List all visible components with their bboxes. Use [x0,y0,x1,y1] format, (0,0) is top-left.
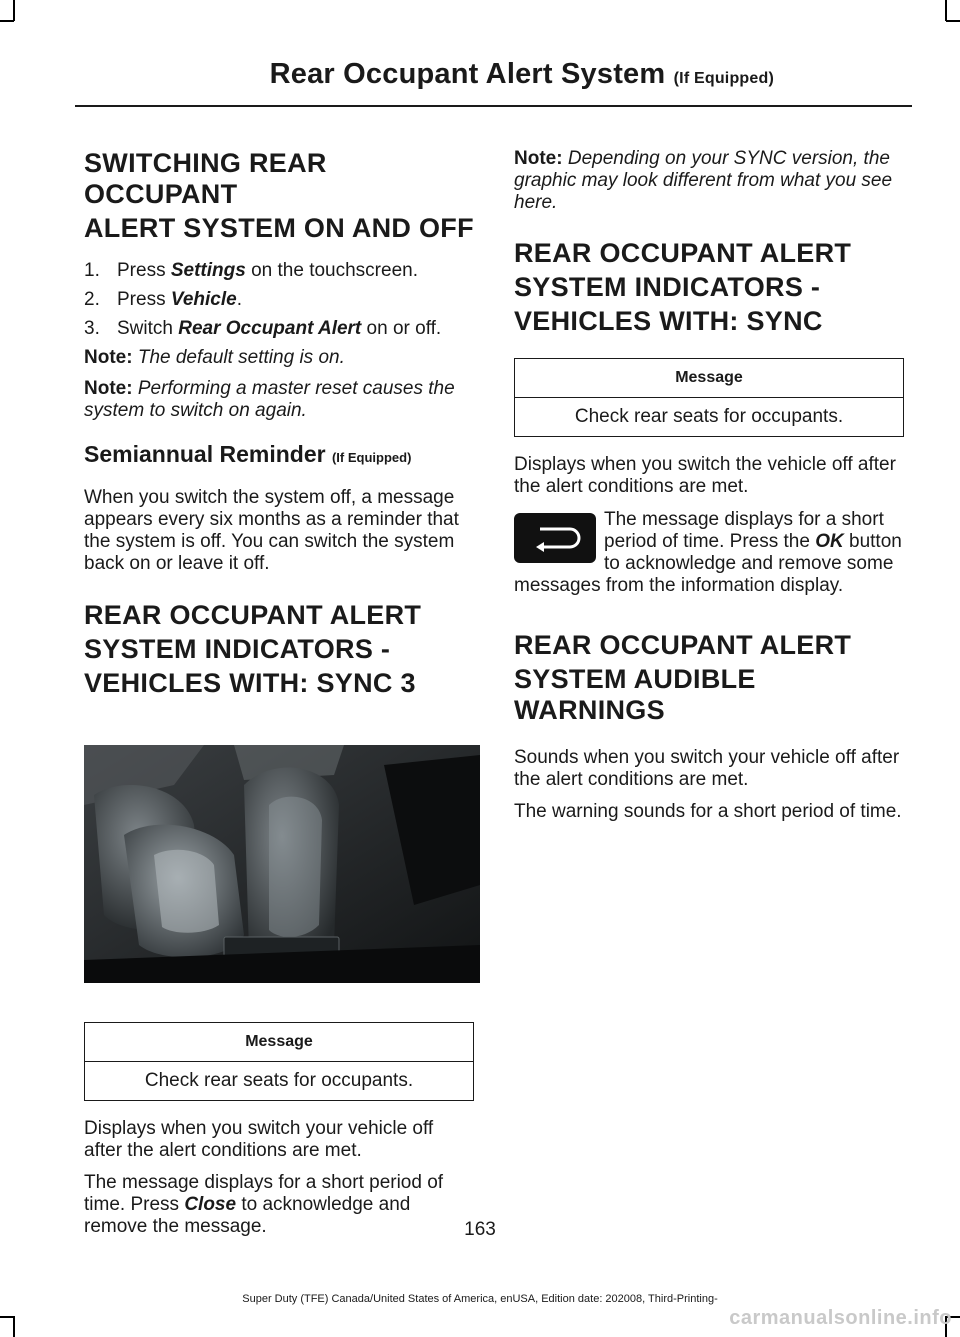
close-button-label: Close [184,1194,237,1215]
footer-edition-info: Super Duty (TFE) Canada/United States of America, enUSA, Edition date: 202008, Third-Printing- [242,1293,718,1305]
note-text: The default setting is on. [132,347,345,368]
step-text [117,318,441,340]
step-item [84,289,476,311]
steps-list [84,260,476,340]
audible-paragraph-1: Sounds when you switch your vehicle off after the alert conditions are met. [514,747,900,790]
rear-seat-child-seat-photo [84,745,480,983]
right-column [514,148,906,823]
subheading-qualifier: (If Equipped) [331,450,412,465]
message-table-sync [514,358,904,437]
message-table-sync3 [84,1022,474,1101]
step-emphasis: Settings [170,260,246,281]
ok-post: button to acknowledge and remove some messages from the information display. [514,531,902,596]
heading-line: SYSTEM INDICATORS - [514,272,821,302]
note-text: Performing a master reset causes the system to switch on again. [84,378,455,421]
heading-line: REAR OCCUPANT ALERT [84,600,422,630]
step-emphasis: Vehicle [170,289,237,310]
section-heading-switching [84,148,476,244]
close-pre: The message displays for a short period of time. Press [84,1172,444,1215]
crop-mark-icon [946,20,960,22]
subheading-semiannual-reminder [84,440,476,472]
step-pre: Switch [117,318,179,339]
step-number: 2. [84,289,100,310]
crop-mark-icon [0,20,14,22]
step-number: 3. [84,318,100,339]
heading-line: REAR OCCUPANT ALERT [514,238,852,268]
step-post: . [236,289,242,310]
section-heading-audible-warnings [514,630,906,726]
return-arrow-icon [514,513,596,563]
table-header: Message [85,1023,474,1062]
heading-line: VEHICLES WITH: SYNC 3 [84,668,416,698]
subheading-text: Semiannual Reminder [84,441,326,467]
step-pre: Press [117,289,171,310]
display-paragraph: Displays when you switch the vehicle off after the alert conditions are met. [514,454,896,497]
page-title-text: Rear Occupant Alert System [269,58,666,90]
step-post: on the touchscreen. [245,260,418,281]
section-heading-indicators-sync [514,238,906,337]
heading-line: ALERT SYSTEM ON AND OFF [84,213,474,243]
car-interior-illustration [84,745,480,983]
note-master-reset [84,378,476,422]
step-post: on or off. [361,318,442,339]
step-pre: Press [117,260,171,281]
page-title [270,58,774,91]
step-item [84,260,476,282]
note-label: Note: [84,347,133,368]
heading-line: VEHICLES WITH: SYNC [514,306,823,336]
step-number: 1. [84,260,100,281]
crop-mark-icon [13,1316,15,1337]
note-label: Note: [514,148,563,169]
step-text [117,260,418,282]
close-post: to acknowledge and remove the message. [84,1194,411,1237]
audible-paragraph-2: The warning sounds for a short period of time. [514,801,902,822]
ok-paragraph-block [514,509,906,597]
watermark: carmanualsonline.info [729,1307,952,1329]
section-heading-indicators-sync3 [84,600,476,699]
heading-line: SYSTEM AUDIBLE WARNINGS [514,664,756,725]
table-cell: Check rear seats for occupants. [85,1062,474,1101]
step-item [84,318,476,340]
page-number: 163 [464,1219,496,1240]
display-paragraph: Displays when you switch your vehicle off after the alert conditions are met. [84,1118,434,1161]
step-text [117,289,242,311]
crop-mark-icon [13,0,15,21]
ok-pre: The message displays for a short period of time. Press the [604,509,884,552]
note-default-setting [84,347,476,369]
reminder-paragraph: When you switch the system off, a message appears every six months as a reminder that the system is off. You can switch the system back on or leave it off. [84,487,459,574]
note-label: Note: [84,378,133,399]
left-column [84,148,476,1238]
step-emphasis: Rear Occupant Alert [178,318,362,339]
note-text: Depending on your SYNC version, the graphic may look different from what you see here. [514,148,893,213]
table-cell: Check rear seats for occupants. [515,398,904,437]
ok-button-label: OK [815,531,844,552]
crop-mark-icon [945,0,947,21]
heading-line: REAR OCCUPANT ALERT [514,630,852,660]
page-title-qualifier: (If Equipped) [673,70,774,87]
heading-line: SWITCHING REAR OCCUPANT [84,148,327,209]
heading-line: SYSTEM INDICATORS - [84,634,391,664]
note-sync-version [514,148,906,214]
header-divider [75,105,912,107]
crop-mark-icon [0,1316,14,1318]
table-header: Message [515,359,904,398]
